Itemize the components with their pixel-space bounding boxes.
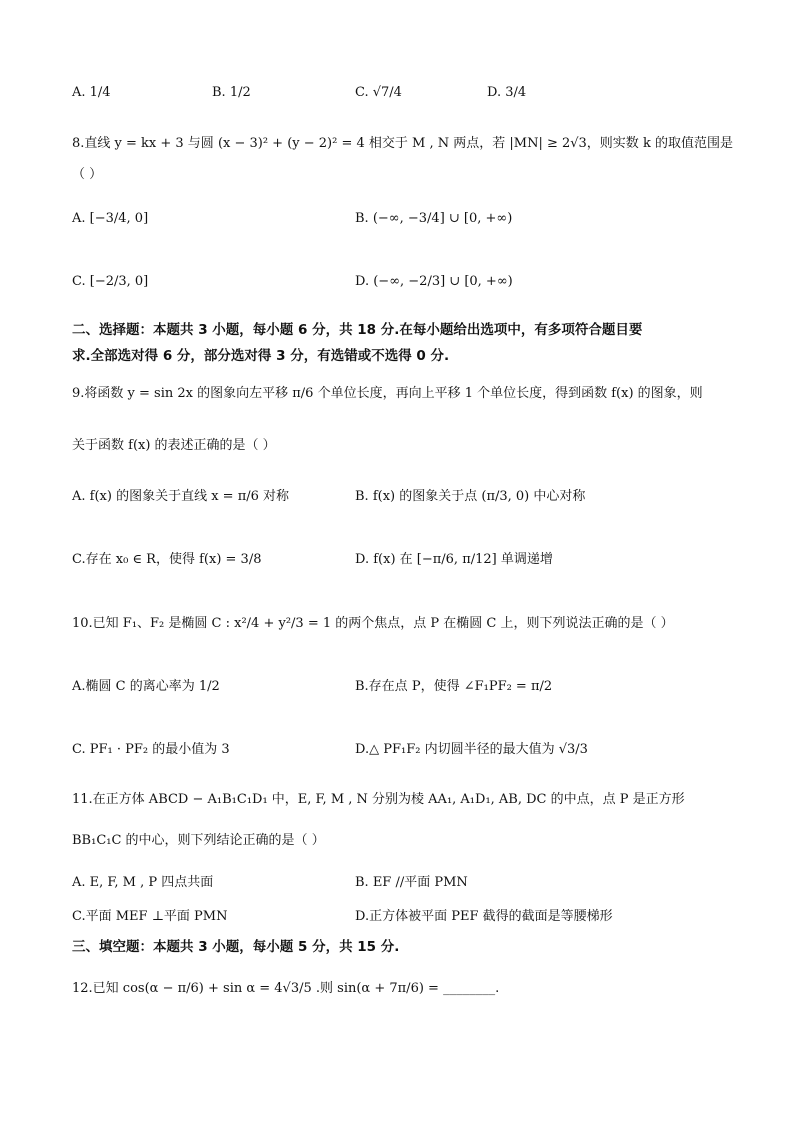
q12-stem: 12.已知 cos(α − π/6) + sin α = 4√3/5 .则 sin(α + 7π/6) = ________. — [72, 981, 500, 996]
q9-option-d: D. f(x) 在 [−π/6, π/12] 单调递增 — [355, 552, 553, 567]
q10-stem: 10.已知 F₁、F₂ 是椭圆 C : x²/4 + y²/3 = 1 的两个焦点，点 P 在椭圆 C 上，则下列说法正确的是（ ） — [72, 616, 674, 631]
q10-option-d: D.△ PF₁F₂ 内切圆半径的最大值为 √3/3 — [355, 742, 588, 757]
q8-paren: （ ） — [72, 167, 103, 182]
q9-option-b: B. f(x) 的图象关于点 (π/3, 0) 中心对称 — [355, 489, 586, 504]
q9-stem-line1: 9.将函数 y = sin 2x 的图象向左平移 π/6 个单位长度，再向上平移 1 个单位长度，得到函数 f(x) 的图象，则 — [72, 386, 703, 401]
q7-option-a: A. 1/4 — [72, 85, 111, 100]
q11-option-d: D.正方体被平面 PEF 截得的截面是等腰梯形 — [355, 909, 613, 924]
section2-heading-line2: 求.全部选对得 6 分，部分选对得 3 分，有选错或不选得 0 分. — [72, 348, 450, 364]
q10-option-b: B.存在点 P，使得 ∠F₁PF₂ = π/2 — [355, 679, 553, 694]
q8-option-a: A. [−3/4, 0] — [72, 211, 149, 226]
q7-option-c: C. √7/4 — [355, 85, 402, 100]
section3-heading: 三、填空题：本题共 3 小题，每小题 5 分，共 15 分. — [72, 939, 400, 955]
q9-stem-line2: 关于函数 f(x) 的表述正确的是（ ） — [72, 438, 276, 453]
q9-option-c: C.存在 x₀ ∈ R，使得 f(x) = 3/8 — [72, 552, 262, 567]
q8-stem: 8.直线 y = kx + 3 与圆 (x − 3)² + (y − 2)² = 4 相交于 M , N 两点，若 |MN| ≥ 2√3，则实数 k 的取值范围是 — [72, 136, 733, 151]
q11-stem-line2: BB₁C₁C 的中心，则下列结论正确的是（ ） — [72, 833, 325, 848]
q11-stem-line1: 11.在正方体 ABCD − A₁B₁C₁D₁ 中，E, F, M , N 分别为棱 AA₁, A₁D₁, AB, DC 的中点，点 P 是正方形 — [72, 792, 685, 807]
q11-option-c: C.平面 MEF ⊥平面 PMN — [72, 909, 228, 924]
q7-option-d: D. 3/4 — [487, 85, 527, 100]
q11-option-a: A. E, F, M , P 四点共面 — [72, 875, 214, 890]
q7-option-b: B. 1/2 — [212, 85, 251, 100]
q10-option-a: A.椭圆 C 的离心率为 1/2 — [72, 679, 220, 694]
q11-option-b: B. EF //平面 PMN — [355, 875, 468, 890]
q9-option-a: A. f(x) 的图象关于直线 x = π/6 对称 — [72, 489, 290, 504]
q8-option-d: D. (−∞, −2/3] ∪ [0, +∞) — [355, 274, 513, 289]
section2-heading-line1: 二、选择题：本题共 3 小题，每小题 6 分，共 18 分.在每小题给出选项中，有多项符合题目要 — [72, 322, 643, 338]
q8-option-c: C. [−2/3, 0] — [72, 274, 149, 289]
q8-option-b: B. (−∞, −3/4] ∪ [0, +∞) — [355, 211, 513, 226]
q10-option-c: C. PF₁ · PF₂ 的最小值为 3 — [72, 742, 230, 757]
